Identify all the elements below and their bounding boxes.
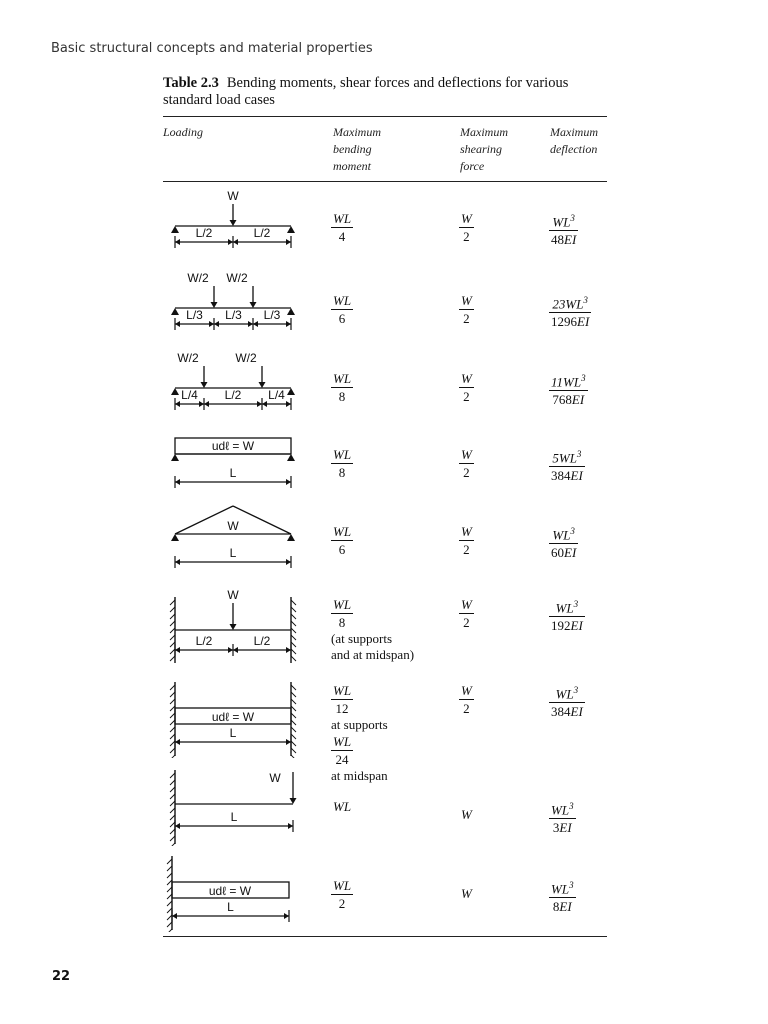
bending-moment-value-denominator: 24 [335,752,349,767]
dimension-arrow [286,647,291,653]
deflection-value-denominator: 3EI [552,820,572,836]
wall-hatch [291,685,296,690]
load-label: W/2 [235,352,257,365]
wall-hatch [170,727,175,732]
header-shear-line: Maximum [460,125,508,139]
deflection-value-denominator: 48EI [551,232,577,248]
dimension-arrow [286,739,291,745]
shear-force-value-denominator: 2 [463,229,470,244]
wall-hatch [291,628,296,633]
wall-hatch [167,922,172,927]
bending-moment-value-denominator: 6 [338,542,346,557]
header-rule [163,181,607,182]
shear-force-value-numerator: W [461,524,472,539]
bending-moment-value-numerator: WL [333,447,352,462]
deflection-cell [549,523,578,561]
shear-force-value-numerator: W [461,211,472,226]
load-case-diagram [160,352,310,432]
wall-hatch [170,699,175,704]
dimension-arrow [175,321,180,327]
wall-hatch [291,748,296,753]
wall-hatch [170,628,175,633]
header-moment-line: bending [333,142,372,156]
denominator-symbol: EI [559,820,572,836]
exponent: 3 [581,373,586,383]
load-arrow-head [230,624,237,630]
wall-hatch [170,713,175,718]
wall-hatch [170,720,175,725]
wall-hatch [167,901,172,906]
span-label: L [230,810,238,824]
deflection-value-denominator: 384EI [551,704,583,720]
deflection-value [549,292,591,330]
shear-force-value [459,885,474,902]
wall-hatch [170,635,175,640]
deflection-value [549,446,585,484]
bending-moment-value-numerator: WL [333,799,352,814]
shear-force-value-denominator: 2 [463,465,470,480]
bending-moment-value-numerator: WL [333,293,352,308]
load-arrow-head [201,382,208,388]
wall-hatch [170,808,175,813]
deflection-cell [549,446,585,484]
deflection-value-denominator: 1296EI [551,314,590,330]
deflection-value-numerator: $WL^3$ [555,685,579,702]
wall-hatch [170,692,175,697]
exponent: 3 [576,449,582,459]
shear-force-value-denominator: 2 [463,615,470,630]
dimension-arrow [233,239,238,245]
support-icon [287,534,295,541]
shear-force-value-numerator: W [461,447,472,462]
denominator-symbol: EI [559,899,572,915]
deflection-cell [549,370,588,408]
wall-hatch [170,642,175,647]
bending-moment-value [331,682,353,717]
header-shear-line: shearing [460,142,502,156]
load-case-diagram [160,190,310,270]
dimension-arrow [257,401,262,407]
support-icon [287,454,295,461]
header-moment-line: Maximum [333,125,381,139]
bending-moment-value [331,877,353,912]
deflection-value-denominator: 192EI [551,618,583,634]
deflection-value-denominator: 768EI [552,392,585,408]
load-arrow-head [211,302,218,308]
bending-moment-value-numerator: WL [333,211,352,226]
wall-hatch [291,607,296,612]
shear-force-value-numerator: W [461,371,472,386]
shear-force-value-numerator: W [461,807,472,822]
bending-moment-value [331,523,353,558]
wall-hatch [170,621,175,626]
shear-force-value-numerator: W [461,293,472,308]
table-caption [163,75,603,109]
wall-hatch [291,720,296,725]
dimension-arrow [209,321,214,327]
denominator-symbol: EI [564,232,577,248]
bending-moment-value-denominator: 4 [338,229,346,244]
bending-moment-cell [331,596,414,663]
shear-force-cell [459,370,474,405]
bending-moment-value [331,210,353,245]
bending-moment-value-numerator: WL [333,371,352,386]
bending-moment-cell [331,370,353,405]
dimension-arrow [284,913,289,919]
dimension-arrow [228,239,233,245]
deflection-value-denominator: 8EI [552,899,572,915]
shear-force-cell [459,682,474,717]
bending-moment-value-denominator: 8 [338,389,346,404]
bending-moment-value [331,446,353,481]
span-label: L/2 [195,634,213,648]
bending-moment-value [331,292,353,327]
wall-hatch [167,894,172,899]
deflection-value [549,877,576,915]
wall-hatch [170,706,175,711]
deflection-value-numerator: $WL^3$ [551,801,574,818]
shear-force-value [459,682,474,717]
wall-hatch [291,635,296,640]
table-caption-text: Bending moments, shear forces and deflections for various standard load cases [163,75,569,108]
dimension-arrow [286,401,291,407]
load-label: W [269,771,281,785]
moment-note: at supports [331,717,388,732]
load-label: W/2 [226,272,248,285]
bending-moment-value-numerator: WL [333,878,352,893]
wall-hatch [167,915,172,920]
load-label: W [227,190,239,203]
shear-force-value-numerator: W [461,683,472,698]
dimension-arrow [204,401,209,407]
wall-hatch [291,692,296,697]
moment-note: and at midspan) [331,647,415,662]
wall-hatch [170,600,175,605]
bending-moment-value-denominator: 8 [338,615,346,630]
wall-hatch [167,866,172,871]
dimension-arrow [286,559,291,565]
load-label: udℓ = W [211,710,255,724]
bending-moment-value-denominator: 2 [338,896,346,911]
shear-force-cell [459,596,474,631]
shear-force-cell [459,885,474,902]
deflection-value [549,596,585,634]
support-icon [287,308,295,315]
deflection-value-denominator: 384EI [551,468,583,484]
wall-hatch [170,794,175,799]
span-label: L/3 [263,308,281,322]
wall-hatch [170,748,175,753]
shear-force-cell [459,806,474,823]
deflection-value [549,523,578,561]
span-label: L/3 [225,308,242,322]
load-arrow-head [230,220,237,226]
bending-moment-cell [331,798,353,815]
denominator-symbol: EI [570,618,583,634]
header-shear [460,124,508,175]
deflection-value-numerator: $WL^3$ [555,599,579,616]
exponent: 3 [569,801,574,811]
bending-moment-value [331,596,353,631]
load-case-diagram [160,430,310,510]
triangular-load [175,506,233,534]
bending-moment-value-denominator: 12 [335,701,349,716]
wall-hatch [291,734,296,739]
bending-moment-value-numerator: WL [333,597,352,612]
shear-force-value-denominator: 2 [463,389,470,404]
shear-force-value-denominator: 2 [463,311,470,326]
load-case-diagram [160,500,310,580]
deflection-cell [549,877,576,915]
dimension-arrow [172,913,177,919]
wall-hatch [291,706,296,711]
denominator-symbol: EI [570,704,583,720]
wall-hatch [170,773,175,778]
table-top-rule [163,116,607,117]
wall-hatch [170,801,175,806]
support-icon [171,454,179,461]
span-label: L [229,466,237,480]
wall-hatch [170,787,175,792]
bending-moment-value [331,798,353,815]
denominator-symbol: EI [564,545,577,561]
page-number: 22 [52,969,71,984]
wall-hatch [167,887,172,892]
deflection-value-numerator: $5WL^3$ [552,449,582,466]
support-icon [171,308,179,315]
bending-moment-cell [331,210,353,245]
wall-hatch [170,829,175,834]
wall-hatch [170,649,175,654]
wall-hatch [291,621,296,626]
header-deflection-line: Maximum [550,125,598,139]
span-label: L/2 [253,226,271,240]
deflection-cell [549,292,591,330]
denominator-symbol: EI [577,314,590,330]
load-label: W/2 [187,272,209,285]
wall-hatch [291,642,296,647]
deflection-value-numerator: $WL^3$ [551,880,574,897]
header-deflection [550,124,598,158]
support-icon [171,534,179,541]
shear-force-value [459,596,474,631]
shear-force-value [459,523,474,558]
header-moment-line: moment [333,159,371,173]
dimension-arrow [286,239,291,245]
shear-force-cell [459,446,474,481]
header-moment [333,124,381,175]
span-label: L [227,900,234,914]
dimension-arrow [248,321,253,327]
support-icon [287,226,295,233]
dimension-arrow [175,401,180,407]
dimension-arrow [253,321,258,327]
load-case-diagram [160,766,310,846]
shear-force-value-numerator: W [461,886,472,901]
dimension-arrow [199,401,204,407]
dimension-arrow [288,823,293,829]
dimension-arrow [286,321,291,327]
bending-moment-cell [331,682,388,784]
header-deflection-line: deflection [550,142,598,156]
header-shear-line: force [460,159,485,173]
exponent: 3 [570,526,575,536]
wall-hatch [170,741,175,746]
denominator-symbol: EI [571,392,585,408]
dimension-arrow [286,479,291,485]
wall-hatch [167,880,172,885]
wall-hatch [291,600,296,605]
deflection-value [549,798,576,836]
dimension-arrow [175,823,180,829]
span-label: L/2 [195,226,213,240]
dimension-arrow [175,739,180,745]
deflection-value-denominator: 60EI [551,545,577,561]
running-head: Basic structural concepts and material properties [51,41,373,56]
exponent: 3 [583,295,588,305]
deflection-value-numerator: $23WL^3$ [552,295,588,312]
dimension-arrow [262,401,267,407]
shear-force-cell [459,292,474,327]
load-arrow-head [250,302,257,308]
wall-hatch [291,755,296,758]
dimension-arrow [214,321,219,327]
load-label: W [227,588,239,602]
span-label: L/2 [224,388,242,402]
header-loading-text: Loading [163,125,204,139]
wall-hatch [291,713,296,718]
span-label: L [229,726,237,740]
bending-moment-cell [331,877,353,912]
exponent: 3 [569,880,574,890]
bending-moment-value-denominator: 6 [338,311,346,326]
shear-force-value [459,446,474,481]
shear-force-cell [459,210,474,245]
wall-hatch [291,656,296,661]
wall-hatch [167,859,172,864]
load-case-diagram [160,585,310,665]
support-icon [171,388,179,395]
bending-moment-cell [331,446,353,481]
span-label: L/2 [253,634,271,648]
span-label: L/4 [181,388,198,402]
deflection-value [549,682,585,720]
shear-force-value-numerator: W [461,597,472,612]
deflection-value-numerator: $WL^3$ [552,526,575,543]
denominator-symbol: EI [570,468,583,484]
header-loading [163,124,203,141]
deflection-value [549,210,578,248]
bending-moment-value [331,370,353,405]
deflection-cell [549,596,585,634]
deflection-value-numerator: $11WL^3$ [551,373,586,390]
wall-hatch [170,685,175,690]
load-label: W/2 [177,352,199,365]
wall-hatch [167,908,172,913]
bending-moment-value [331,733,353,768]
dimension-arrow [228,647,233,653]
shear-force-value-denominator: 2 [463,701,470,716]
wall-hatch [167,929,172,932]
bending-moment-cell [331,292,353,327]
load-arrow-head [259,382,266,388]
moment-note: at midspan [331,768,388,783]
wall-hatch [170,836,175,841]
wall-hatch [291,727,296,732]
load-case-diagram [160,272,310,352]
table-caption-label: Table 2.3 [163,75,219,91]
load-label: udℓ = W [208,884,252,898]
wall-hatch [170,780,175,785]
wall-hatch [291,649,296,654]
wall-hatch [291,741,296,746]
deflection-cell [549,798,576,836]
triangular-load [233,506,291,534]
bending-moment-value-denominator: 8 [338,465,346,480]
table-bottom-rule [163,936,607,937]
moment-note: (at supports [331,631,393,646]
span-label: L/4 [268,388,285,402]
bending-moment-value-numerator: WL [333,734,352,749]
support-icon [287,388,295,395]
shear-force-value [459,806,474,823]
shear-force-value [459,210,474,245]
deflection-value [549,370,588,408]
wall-hatch [170,843,175,846]
span-label: L/3 [186,308,203,322]
wall-hatch [291,699,296,704]
deflection-cell [549,210,578,248]
wall-hatch [170,755,175,758]
exponent: 3 [573,685,579,695]
shear-force-cell [459,523,474,558]
shear-force-value [459,370,474,405]
support-icon [171,226,179,233]
load-label: W [227,519,239,533]
wall-hatch [170,815,175,820]
load-label: udℓ = W [211,439,255,453]
dimension-arrow [175,647,180,653]
deflection-value-numerator: $WL^3$ [552,213,575,230]
wall-hatch [170,614,175,619]
wall-hatch [291,614,296,619]
wall-hatch [170,822,175,827]
dimension-arrow [175,559,180,565]
exponent: 3 [573,599,579,609]
exponent: 3 [570,213,575,223]
wall-hatch [167,873,172,878]
dimension-arrow [175,239,180,245]
span-label: L [229,546,237,560]
load-case-diagram [160,852,310,932]
bending-moment-value-numerator: WL [333,524,352,539]
load-case-diagram [160,678,310,758]
load-arrow-head [290,798,297,804]
dimension-arrow [233,647,238,653]
deflection-cell [549,682,585,720]
dimension-arrow [175,479,180,485]
wall-hatch [170,734,175,739]
bending-moment-cell [331,523,353,558]
shear-force-value [459,292,474,327]
bending-moment-value-numerator: WL [333,683,352,698]
shear-force-value-denominator: 2 [463,542,470,557]
wall-hatch [170,607,175,612]
wall-hatch [170,656,175,661]
